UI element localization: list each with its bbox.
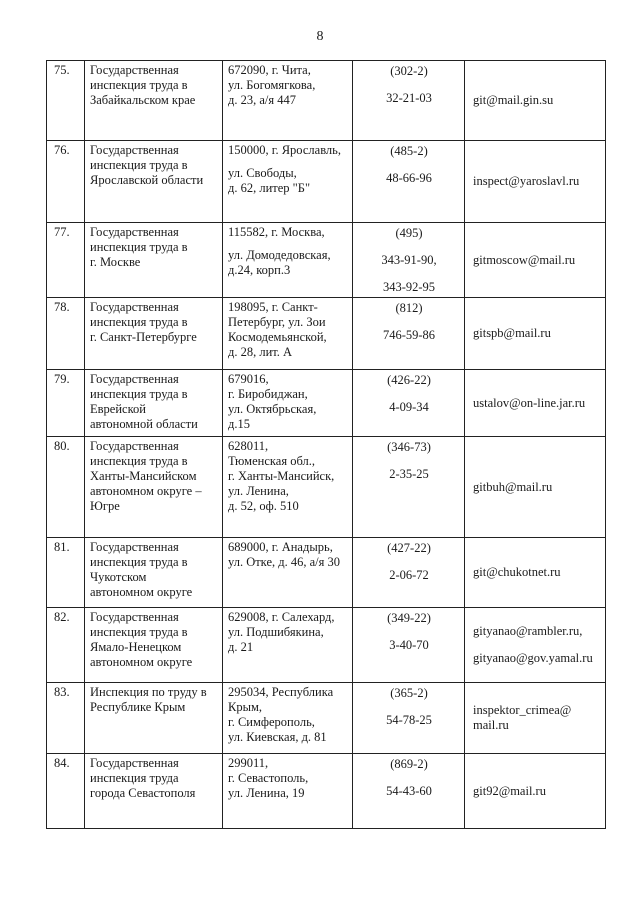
inspection-name-line: Ямало-Ненецком bbox=[90, 640, 182, 654]
row-number bbox=[47, 538, 85, 608]
inspection-name-line: Государственная bbox=[90, 756, 179, 770]
inspection-name-line: инспекция труда в bbox=[90, 315, 188, 329]
inspection-name-line: автономной области bbox=[90, 417, 198, 431]
inspection-name-line: Государственная bbox=[90, 610, 179, 624]
phone-area-code: (365-2) bbox=[390, 686, 428, 700]
inspection-name-line: Чукотском bbox=[90, 570, 147, 584]
email-link[interactable]: inspektor_crimea@ bbox=[473, 703, 572, 717]
inspection-name bbox=[85, 298, 223, 370]
address-line: ул. Киевская, д. 81 bbox=[228, 730, 327, 744]
email-link[interactable]: git@mail.gin.su bbox=[473, 93, 554, 107]
phone-numbers bbox=[353, 141, 465, 223]
inspection-name-line: Югре bbox=[90, 499, 120, 513]
phone-area-code: (495) bbox=[395, 226, 423, 240]
inspection-name-line: Государственная bbox=[90, 143, 179, 157]
email-address bbox=[465, 608, 606, 683]
address-line: д. 52, оф. 510 bbox=[228, 499, 299, 513]
email-address bbox=[465, 754, 606, 829]
phone-numbers bbox=[353, 437, 465, 538]
row-number-text: 79. bbox=[54, 372, 70, 386]
address-line: 629008, г. Салехард, bbox=[228, 610, 335, 624]
address-line: 198095, г. Санкт- bbox=[228, 300, 318, 314]
phone-number: 2-06-72 bbox=[389, 568, 429, 582]
address-line: 679016, bbox=[228, 372, 269, 386]
email-address bbox=[465, 223, 606, 298]
address-line: г. Биробиджан, bbox=[228, 387, 308, 401]
phone-area-code: (302-2) bbox=[390, 64, 428, 78]
address-line: 689000, г. Анадырь, bbox=[228, 540, 333, 554]
row-number bbox=[47, 223, 85, 298]
inspection-name-line: инспекция труда в bbox=[90, 625, 188, 639]
phone-number: 343-91-90, bbox=[381, 253, 437, 267]
inspection-name bbox=[85, 437, 223, 538]
phone-numbers bbox=[353, 754, 465, 829]
phone-area-code: (346-73) bbox=[387, 440, 431, 454]
table-row bbox=[47, 298, 606, 370]
phone-area-code: (812) bbox=[395, 301, 423, 315]
inspection-name-line: Республике Крым bbox=[90, 700, 186, 714]
table-row bbox=[47, 61, 606, 141]
address-line: ул. Отке, д. 46, а/я 30 bbox=[228, 555, 340, 569]
inspection-name-line: Государственная bbox=[90, 63, 179, 77]
address-line: ул. Ленина, bbox=[228, 484, 289, 498]
inspection-name bbox=[85, 683, 223, 754]
row-number-text: 80. bbox=[54, 439, 70, 453]
phone-number: 54-43-60 bbox=[386, 784, 432, 798]
labor-inspection-table bbox=[46, 60, 606, 829]
row-number-text: 75. bbox=[54, 63, 70, 77]
address-line: д. 21 bbox=[228, 640, 254, 654]
inspection-name bbox=[85, 754, 223, 829]
email-link[interactable]: gityanao@gov.yamal.ru bbox=[473, 651, 593, 665]
address-line: г. Симферополь, bbox=[228, 715, 315, 729]
phone-number: 343-92-95 bbox=[382, 280, 436, 294]
phone-numbers bbox=[353, 608, 465, 683]
inspection-address bbox=[223, 683, 353, 754]
page-number: 8 bbox=[316, 29, 324, 44]
address-line: д. 23, а/я 447 bbox=[228, 93, 297, 107]
email-link[interactable]: gitspb@mail.ru bbox=[473, 326, 551, 340]
phone-number: 48-66-96 bbox=[386, 171, 432, 185]
row-number bbox=[47, 683, 85, 754]
table-row bbox=[47, 223, 606, 298]
inspection-name-line: инспекция труда в bbox=[90, 387, 188, 401]
address-line: 115582, г. Москва, bbox=[228, 225, 325, 239]
row-number bbox=[47, 298, 85, 370]
inspection-name-line: инспекция труда в bbox=[90, 454, 188, 468]
phone-area-code: (349-22) bbox=[387, 611, 431, 625]
table-row bbox=[47, 538, 606, 608]
row-number bbox=[47, 141, 85, 223]
inspection-name-line: Еврейской bbox=[90, 402, 146, 416]
inspection-name-line: Ханты-Мансийском bbox=[90, 469, 197, 483]
address-line: д.24, корп.3 bbox=[228, 263, 291, 277]
inspection-name bbox=[85, 370, 223, 437]
address-line: ул. Богомягкова, bbox=[228, 78, 316, 92]
table-row bbox=[47, 141, 606, 223]
email-address bbox=[465, 437, 606, 538]
address-line: 299011, bbox=[228, 756, 269, 770]
inspection-address bbox=[223, 437, 353, 538]
table-row bbox=[47, 754, 606, 829]
inspection-name bbox=[85, 61, 223, 141]
email-address bbox=[465, 298, 606, 370]
inspection-address bbox=[223, 223, 353, 298]
row-number bbox=[47, 61, 85, 141]
row-number-text: 83. bbox=[54, 685, 70, 699]
row-number-text: 77. bbox=[54, 225, 70, 239]
inspection-name-line: г. Москве bbox=[90, 255, 141, 269]
row-number bbox=[47, 370, 85, 437]
row-number bbox=[47, 754, 85, 829]
inspection-address bbox=[223, 370, 353, 437]
address-line: ул. Свободы, bbox=[228, 166, 297, 180]
email-address bbox=[465, 538, 606, 608]
inspection-address bbox=[223, 754, 353, 829]
inspection-address bbox=[223, 538, 353, 608]
email-link[interactable]: mail.ru bbox=[473, 718, 509, 732]
table-row bbox=[47, 370, 606, 437]
address-line: ул. Подшибякина, bbox=[228, 625, 324, 639]
inspection-name bbox=[85, 223, 223, 298]
inspection-name bbox=[85, 608, 223, 683]
address-line: г. Севастополь, bbox=[228, 771, 309, 785]
address-line: ул. Ленина, 19 bbox=[228, 786, 305, 800]
inspection-name-line: автономном округе bbox=[90, 585, 193, 599]
inspection-name-line: инспекция труда bbox=[90, 771, 179, 785]
inspection-name-line: города Севастополя bbox=[90, 786, 196, 800]
row-number-text: 76. bbox=[54, 143, 70, 157]
address-line: 628011, bbox=[228, 439, 269, 453]
row-number-text: 78. bbox=[54, 300, 70, 314]
phone-area-code: (869-2) bbox=[390, 757, 428, 771]
address-line: 295034, Республика bbox=[228, 685, 334, 699]
address-line: г. Ханты-Мансийск, bbox=[228, 469, 335, 483]
email-link[interactable]: git92@mail.ru bbox=[473, 783, 546, 798]
phone-number: 54-78-25 bbox=[386, 713, 432, 727]
inspection-name-line: Инспекция по труду в bbox=[90, 685, 207, 699]
email-link[interactable]: ustalov@on-line.jar.ru bbox=[473, 395, 586, 410]
inspection-name-line: Забайкальском крае bbox=[90, 93, 196, 107]
inspection-name-line: Государственная bbox=[90, 372, 179, 386]
inspection-name-line: Государственная bbox=[90, 540, 179, 554]
phone-number: 4-09-34 bbox=[389, 400, 429, 414]
address-line: д. 28, лит. А bbox=[228, 345, 293, 359]
address-line: д.15 bbox=[228, 417, 250, 431]
table-row bbox=[47, 437, 606, 538]
phone-number: 3-40-70 bbox=[389, 638, 429, 652]
inspection-name bbox=[85, 141, 223, 223]
inspection-name-line: инспекция труда в bbox=[90, 158, 188, 172]
inspection-name-line: инспекция труда в bbox=[90, 240, 188, 254]
inspection-address bbox=[223, 608, 353, 683]
email-address bbox=[465, 141, 606, 223]
inspection-name-line: автономном округе bbox=[90, 655, 193, 669]
phone-area-code: (485-2) bbox=[390, 144, 428, 158]
address-line: Космодемьянской, bbox=[228, 330, 327, 344]
address-line: Тюменская обл., bbox=[228, 454, 315, 468]
phone-number: 2-35-25 bbox=[389, 467, 429, 481]
email-address bbox=[465, 370, 606, 437]
email-link[interactable]: git@chukotnet.ru bbox=[473, 565, 561, 579]
row-number-text: 82. bbox=[54, 610, 70, 624]
email-link[interactable]: inspect@yaroslavl.ru bbox=[473, 174, 580, 188]
phone-numbers bbox=[353, 298, 465, 370]
phone-numbers bbox=[353, 61, 465, 141]
table-row bbox=[47, 608, 606, 683]
phone-number: 32-21-03 bbox=[386, 91, 432, 105]
phone-area-code: (426-22) bbox=[387, 373, 431, 387]
row-number-text: 81. bbox=[54, 540, 70, 554]
row-number bbox=[47, 437, 85, 538]
inspection-name-line: Государственная bbox=[90, 225, 179, 239]
email-address bbox=[465, 61, 606, 141]
address-line: д. 62, литер "Б" bbox=[228, 181, 311, 195]
inspection-name bbox=[85, 538, 223, 608]
email-link[interactable]: gityanao@rambler.ru, bbox=[473, 624, 583, 638]
inspection-address bbox=[223, 298, 353, 370]
inspection-name-line: Ярославской области bbox=[90, 173, 204, 187]
address-line: Петербург, ул. Зои bbox=[228, 315, 326, 329]
address-line: ул. Домодедовская, bbox=[228, 248, 331, 262]
inspection-name-line: Государственная bbox=[90, 439, 179, 453]
inspection-name-line: автономном округе – bbox=[90, 484, 202, 498]
inspection-address bbox=[223, 141, 353, 223]
phone-number: 746-59-86 bbox=[382, 328, 436, 342]
table-row bbox=[47, 683, 606, 754]
phone-numbers bbox=[353, 683, 465, 754]
row-number bbox=[47, 608, 85, 683]
inspection-name-line: инспекция труда в bbox=[90, 78, 188, 92]
inspection-name-line: инспекция труда в bbox=[90, 555, 188, 569]
phone-area-code: (427-22) bbox=[387, 541, 431, 555]
phone-numbers bbox=[353, 370, 465, 437]
phone-numbers bbox=[353, 538, 465, 608]
phone-numbers bbox=[353, 223, 465, 298]
inspection-name-line: г. Санкт-Петербурге bbox=[90, 330, 197, 344]
address-line: 672090, г. Чита, bbox=[228, 63, 311, 77]
row-number-text: 84. bbox=[54, 756, 70, 770]
email-link[interactable]: gitbuh@mail.ru bbox=[473, 479, 553, 494]
address-line: 150000, г. Ярославль, bbox=[228, 143, 342, 157]
email-address bbox=[465, 683, 606, 754]
email-link[interactable]: gitmoscow@mail.ru bbox=[473, 252, 576, 267]
inspection-address bbox=[223, 61, 353, 141]
address-line: Крым, bbox=[228, 700, 263, 714]
inspection-name-line: Государственная bbox=[90, 300, 179, 314]
address-line: ул. Октябрьская, bbox=[228, 402, 317, 416]
